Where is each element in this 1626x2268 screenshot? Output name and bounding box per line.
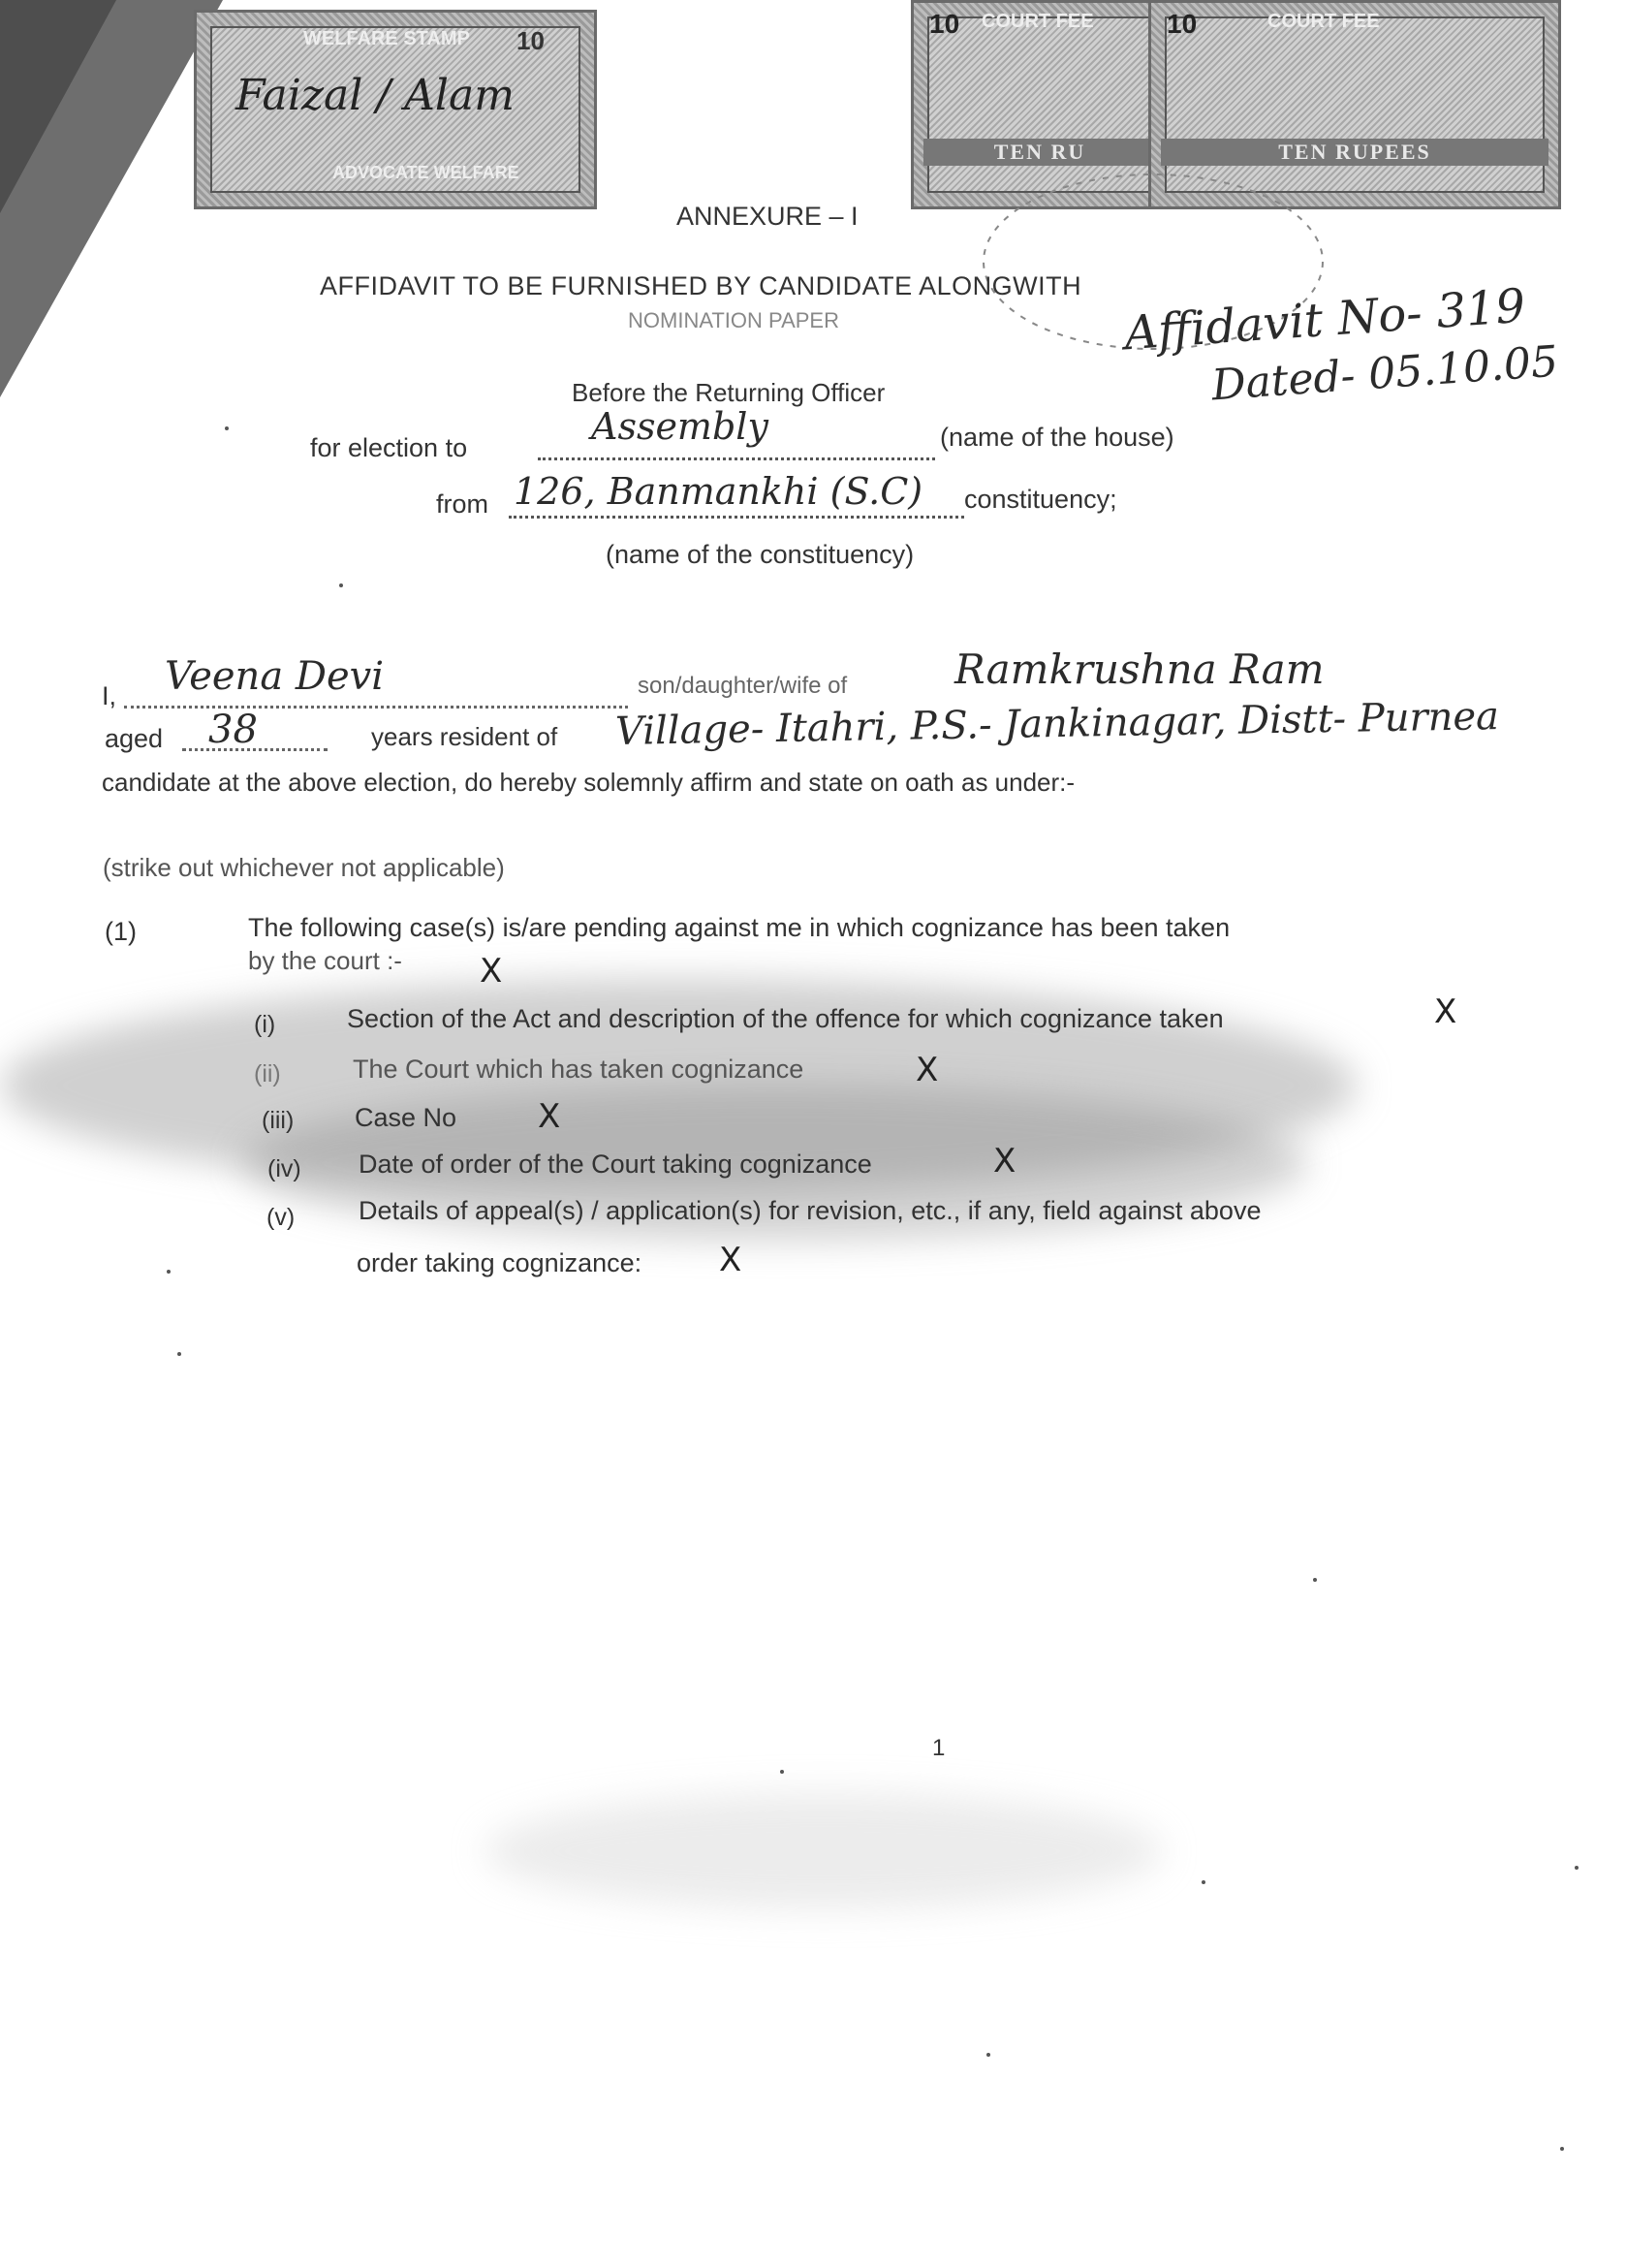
scan-speck	[1313, 1578, 1317, 1582]
subitem-number: (iii)	[262, 1107, 295, 1134]
from-label: from	[436, 489, 488, 519]
subitem-text: The Court which has taken cognizance	[353, 1055, 804, 1084]
court-fee-title: COURT FEE	[982, 11, 1094, 32]
scan-smudge	[485, 1793, 1163, 1909]
scan-speck	[986, 2053, 990, 2057]
item-number: (1)	[105, 917, 137, 946]
house-name-value: Assembly	[591, 405, 768, 448]
affidavit-subtitle: NOMINATION PAPER	[628, 308, 839, 332]
court-fee-band: TEN RUPEES	[1161, 139, 1548, 166]
strike-out-note: (strike out whichever not applicable)	[103, 853, 505, 882]
constituency-caption: (name of the constituency)	[606, 540, 915, 569]
scan-speck	[780, 1770, 784, 1774]
constituency-value: 126, Banmankhi (S.C)	[514, 470, 923, 513]
affirmation-line: candidate at the above election, do hereby solemnly affirm and state on oath as under:-	[102, 768, 1076, 797]
relation-label: son/daughter/wife of	[638, 673, 848, 699]
affidavit-number-note: Affidavit No- 319	[1122, 278, 1527, 362]
court-fee-title: COURT FEE	[1267, 11, 1380, 32]
declarant-name: Veena Devi	[165, 654, 385, 699]
welfare-stamp	[194, 10, 597, 209]
dotted-fill-line	[124, 706, 628, 709]
returning-officer-line: Before the Returning Officer	[572, 378, 886, 407]
scan-speck	[1202, 1880, 1205, 1884]
house-name-caption: (name of the house)	[940, 423, 1174, 452]
court-fee-value: 10	[1167, 9, 1198, 39]
court-fee-value: 10	[929, 9, 960, 39]
subitem-text: Date of order of the Court taking cognizance	[359, 1150, 872, 1179]
subitem-number: (iv)	[267, 1155, 301, 1182]
welfare-stamp-sub: ADVOCATE WELFARE	[332, 163, 519, 182]
relation-name: Ramkrushna Ram	[954, 646, 1325, 693]
scan-speck	[225, 426, 229, 430]
affidavit-date-note: Dated- 05.10.05	[1209, 336, 1560, 411]
strike-mark: X	[916, 1051, 939, 1089]
constituency-label: constituency;	[964, 485, 1117, 514]
scan-speck	[177, 1352, 181, 1356]
page-mark: 1	[932, 1735, 946, 1761]
subitem-text: Details of appeal(s) / application(s) for revision, etc., if any, field against above	[359, 1196, 1262, 1225]
age-value: 38	[208, 708, 258, 752]
strike-mark: X	[538, 1097, 561, 1136]
subitem-text: order taking cognizance:	[357, 1248, 642, 1277]
declarant-prefix: I,	[102, 681, 117, 710]
subitem-number: (ii)	[254, 1060, 281, 1087]
resident-label: years resident of	[371, 722, 558, 751]
scan-speck	[339, 583, 343, 587]
court-fee-band: TEN RU	[923, 139, 1156, 166]
election-to-label: for election to	[310, 433, 468, 462]
welfare-stamp-title: WELFARE STAMP	[303, 28, 470, 49]
item-text: by the court :-	[248, 946, 402, 975]
dotted-fill-line	[509, 516, 964, 519]
aged-label: aged	[105, 724, 164, 753]
stamp-signature: Faizal / Alam	[235, 71, 515, 120]
subitem-text: Case No	[355, 1103, 457, 1132]
strike-mark: X	[719, 1241, 742, 1279]
scan-speck	[167, 1270, 171, 1274]
subitem-number: (i)	[254, 1011, 276, 1038]
annexure-label: ANNEXURE – I	[676, 202, 859, 231]
subitem-number: (v)	[266, 1204, 296, 1231]
strike-mark: X	[480, 952, 503, 991]
item-text: The following case(s) is/are pending against me in which cognizance has been taken	[248, 913, 1231, 942]
scan-speck	[1575, 1866, 1579, 1870]
welfare-stamp-value: 10	[516, 26, 545, 55]
scan-speck	[1560, 2147, 1564, 2151]
address-value: Village- Itahri, P.S.- Jankinagar, Distt- Purnea	[614, 694, 1500, 754]
strike-mark: X	[993, 1142, 1016, 1181]
dotted-fill-line	[538, 457, 935, 460]
subitem-text: Section of the Act and description of the offence for which cognizance taken	[347, 1004, 1224, 1033]
strike-mark: X	[1434, 992, 1457, 1031]
affidavit-title: AFFIDAVIT TO BE FURNISHED BY CANDIDATE ALONGWITH	[320, 271, 1082, 300]
